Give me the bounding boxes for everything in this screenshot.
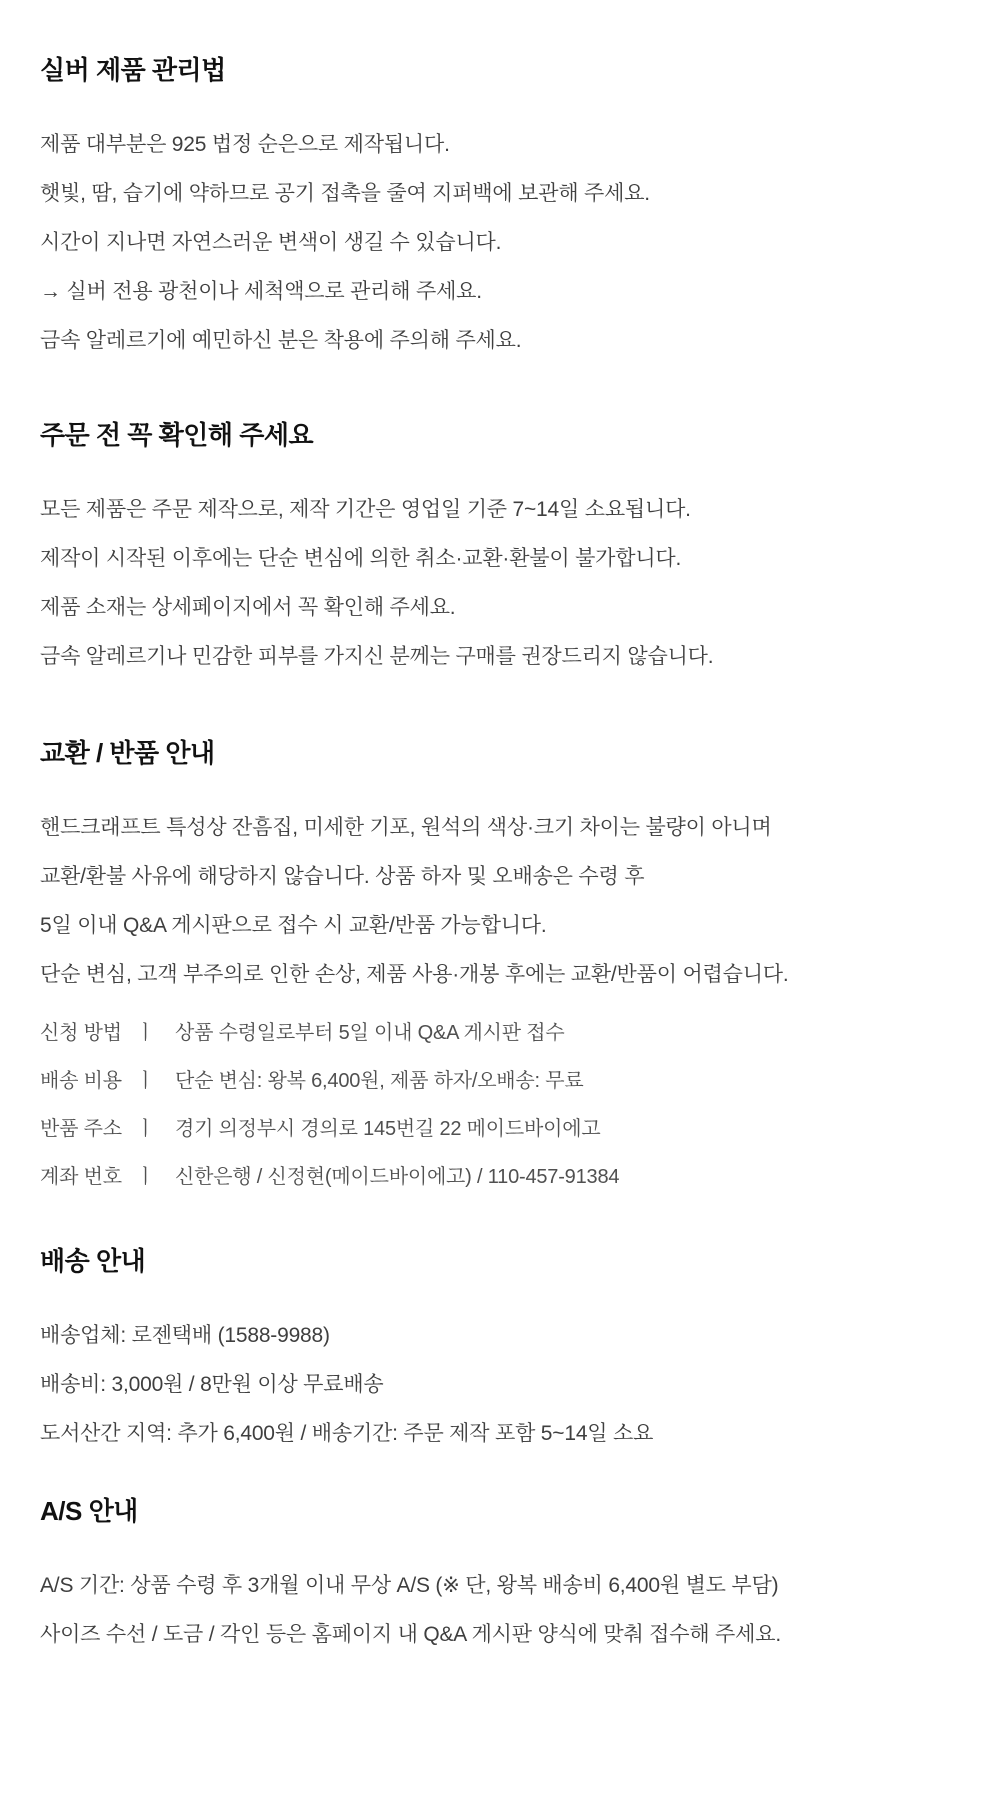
- body-line: 핸드크래프트 특성상 잔흠집, 미세한 기포, 원석의 색상·크기 차이는 불량이 아니며: [40, 816, 772, 839]
- section-order-check: [40, 420, 980, 671]
- exchange-detail-list: [40, 1020, 980, 1190]
- detail-label: 신청 방법: [40, 1022, 122, 1044]
- detail-separator: ㅣ: [135, 1070, 155, 1092]
- body-line: 5일 이내 Q&A 게시판으로 접수 시 교환/반품 가능합니다.: [40, 914, 547, 937]
- body-line: 단순 변심, 고객 부주의로 인한 손상, 제품 사용·개봉 후에는 교환/반품이 어렵습니다.: [40, 963, 789, 986]
- detail-separator: ㅣ: [135, 1166, 155, 1188]
- detail-row: [40, 1068, 980, 1094]
- detail-value: 단순 변심: 왕복 6,400원, 제품 하자/오배송: 무료: [174, 1070, 584, 1092]
- body-line: 배송비: 3,000원 / 8만원 이상 무료배송: [40, 1373, 384, 1396]
- detail-row: [40, 1116, 980, 1142]
- after-service-heading: A/S 안내: [40, 1496, 138, 1526]
- detail-value: 신한은행 / 신정현(메이드바이에고) / 110-457-91384: [174, 1166, 620, 1188]
- body-line: 배송업체: 로젠택배 (1588-9988): [40, 1324, 330, 1347]
- body-line: 금속 알레르기나 민감한 피부를 가지신 분께는 구매를 권장드리지 않습니다.: [40, 645, 714, 668]
- body-line: 도서산간 지역: 추가 6,400원 / 배송기간: 주문 제작 포함 5~14일 소요: [40, 1422, 654, 1445]
- body-line: 제품 소재는 상세페이지에서 꼭 확인해 주세요.: [40, 596, 456, 619]
- silver-care-heading: 실버 제품 관리법: [40, 55, 226, 85]
- section-shipping: [40, 1246, 980, 1448]
- detail-label: 배송 비용: [40, 1070, 122, 1092]
- detail-separator: ㅣ: [135, 1118, 155, 1140]
- body-line: 햇빛, 땀, 습기에 약하므로 공기 접촉을 줄여 지퍼백에 보관해 주세요.: [40, 182, 650, 205]
- shipping-heading: 배송 안내: [40, 1246, 146, 1276]
- body-line: 모든 제품은 주문 제작으로, 제작 기간은 영업일 기준 7~14일 소요됩니다.: [40, 498, 691, 521]
- detail-separator: ㅣ: [135, 1022, 155, 1044]
- body-line: 사이즈 수선 / 도금 / 각인 등은 홈페이지 내 Q&A 게시판 양식에 맞춰 접수해 주세요.: [40, 1623, 781, 1646]
- body-line: 제품 대부분은 925 법정 순은으로 제작됩니다.: [40, 133, 450, 156]
- body-line: 금속 알레르기에 예민하신 분은 착용에 주의해 주세요.: [40, 329, 522, 352]
- detail-label: 계좌 번호: [40, 1166, 122, 1188]
- order-check-heading: 주문 전 꼭 확인해 주세요: [40, 420, 314, 450]
- detail-row: [40, 1020, 980, 1046]
- body-line: A/S 기간: 상품 수령 후 3개월 이내 무상 A/S (※ 단, 왕복 배송비 6,400원 별도 부담): [40, 1574, 779, 1597]
- body-line: 교환/환불 사유에 해당하지 않습니다. 상품 하자 및 오배송은 수령 후: [40, 865, 645, 888]
- body-line: → 실버 전용 광천이나 세척액으로 관리해 주세요.: [40, 280, 482, 303]
- section-silver-care: [40, 55, 980, 355]
- detail-value: 경기 의정부시 경의로 145번길 22 메이드바이에고: [174, 1118, 601, 1140]
- body-line: 시간이 지나면 자연스러운 변색이 생길 수 있습니다.: [40, 231, 502, 254]
- exchange-return-heading: 교환 / 반품 안내: [40, 738, 215, 768]
- detail-row: [40, 1164, 980, 1190]
- detail-value: 상품 수령일로부터 5일 이내 Q&A 게시판 접수: [174, 1022, 565, 1044]
- section-after-service: [40, 1496, 980, 1649]
- detail-label: 반품 주소: [40, 1118, 122, 1140]
- body-line: 제작이 시작된 이후에는 단순 변심에 의한 취소·교환·환불이 불가합니다.: [40, 547, 682, 570]
- section-exchange-return: [40, 738, 980, 1190]
